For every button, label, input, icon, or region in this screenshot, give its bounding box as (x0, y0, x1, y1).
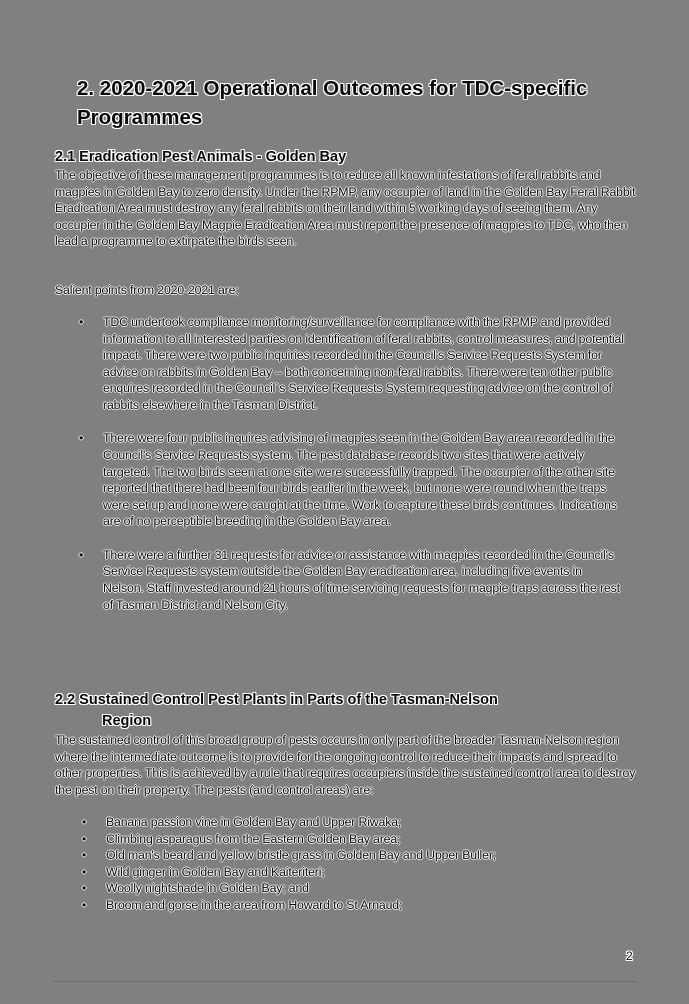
section-2-1-intro: The objective of these management programmes is to reduce all known infestations of feral rabbits and magpies in Golden Bay to zero density. Under the RPMP, any occupier of land in the Golden Bay Feral Rabbit Eradication Area must destroy any feral rabbits on their land within 5 working days of seeing them. Any occupier in the Golden Bay Magpie Eradication Area must report the presence of magpies to TDC, who then lead a programme to extirpate the birds seen. (55, 168, 636, 249)
section-2-2-heading (55, 690, 655, 732)
footer-divider (53, 981, 637, 982)
bullet-icon: • (82, 815, 87, 829)
bullet-icon: • (82, 848, 87, 863)
section-2-2-heading-line1: 2.2 Sustained Control Pest Plants in Parts of the Tasman-Nelson (55, 692, 498, 708)
list-item (82, 897, 642, 914)
list-item (79, 314, 624, 414)
page-heading: 2. 2020-2021 Operational Outcomes for TDC-specific Programmes (77, 77, 588, 129)
bullet-icon: • (82, 864, 87, 879)
list-item-text: Wild ginger in Golden Bay and Kaiteriteri; (106, 864, 325, 879)
list-item-text: Climbing asparagus from the Eastern Golden Bay area; (106, 831, 401, 846)
list-item (79, 547, 624, 613)
list-item (82, 814, 642, 831)
list-item (82, 847, 642, 864)
salient-points-label: Salient points from 2020-2021 are; (55, 283, 239, 297)
list-item-text: Broom and gorse in the area from Howard to St Arnaud; (106, 897, 403, 912)
pests-list (82, 814, 642, 914)
list-item (82, 831, 642, 848)
bullet-icon: • (82, 881, 87, 896)
bullet-icon: • (82, 897, 87, 912)
list-item (82, 880, 642, 897)
list-item-text: Woolly nightshade in Golden Bay; and (106, 881, 309, 896)
list-item-text: There were a further 31 requests for advice or assistance with magpies recorded in the Council's Service Requests system outside the Golden Bay eradication area, including five events in Nelson. Staff invested around 21 hours of time servicing requests for magpie traps across the rest of Tasman District and Nelson City. (103, 547, 620, 612)
list-item-text: Old man's beard and yellow bristle grass in Golden Bay and Upper Buller; (106, 848, 497, 863)
bullet-icon: • (79, 315, 84, 329)
bullet-icon: • (79, 431, 84, 446)
list-item (79, 430, 624, 530)
list-item-text: TDC undertook compliance monitoring/surveillance for compliance with the RPMP and provided information to all interested parties on identification of feral rabbits, control measures, and potential impact. There were two public inquiries recorded in the Council's Service Requests System for advice on rabbits in Golden Bay – both concerning non-feral rabbits. There were ten other public enquires recorded in the Council`s Service Requests System requesting advice on the control of rabbits elsewhere in the Tasman District. (103, 315, 624, 412)
salient-points-list (79, 314, 624, 630)
list-item-text: Banana passion vine in Golden Bay and Upper Riwaka; (106, 815, 402, 829)
list-item-text: There were four public inquires advising of magpies seen in the Golden Bay area recorded in the Council's Service Requests system. The pest database records two sites that were actively targeted. The two birds seen at one site were successfully trapped. The occupier of the other site reported that there had been four birds earlier in the week, but none were round when the traps were set up and none were caught at the time. Work to capture these birds continues. Indications are of no perceptible breeding in the Golden Bay area. (103, 431, 617, 529)
page-number: 2 (626, 949, 633, 963)
bullet-icon: • (79, 547, 84, 562)
list-item (82, 864, 642, 881)
section-2-2-heading-line2: Region (102, 713, 152, 729)
section-2-2-intro: The sustained control of this broad group of pests occurs in only part of the broader Tasman-Nelson region where the intermediate outcome is to provide for the ongoing control to reduce their impacts and spread to other properties. This is achieved by a rule that requires occupiers inside the sustained control area to destroy the pest on their property. The pests (and control areas) are: (55, 733, 636, 797)
section-2-1-heading: 2.1 Eradication Pest Animals - Golden Bay (55, 149, 347, 165)
bullet-icon: • (82, 831, 87, 846)
